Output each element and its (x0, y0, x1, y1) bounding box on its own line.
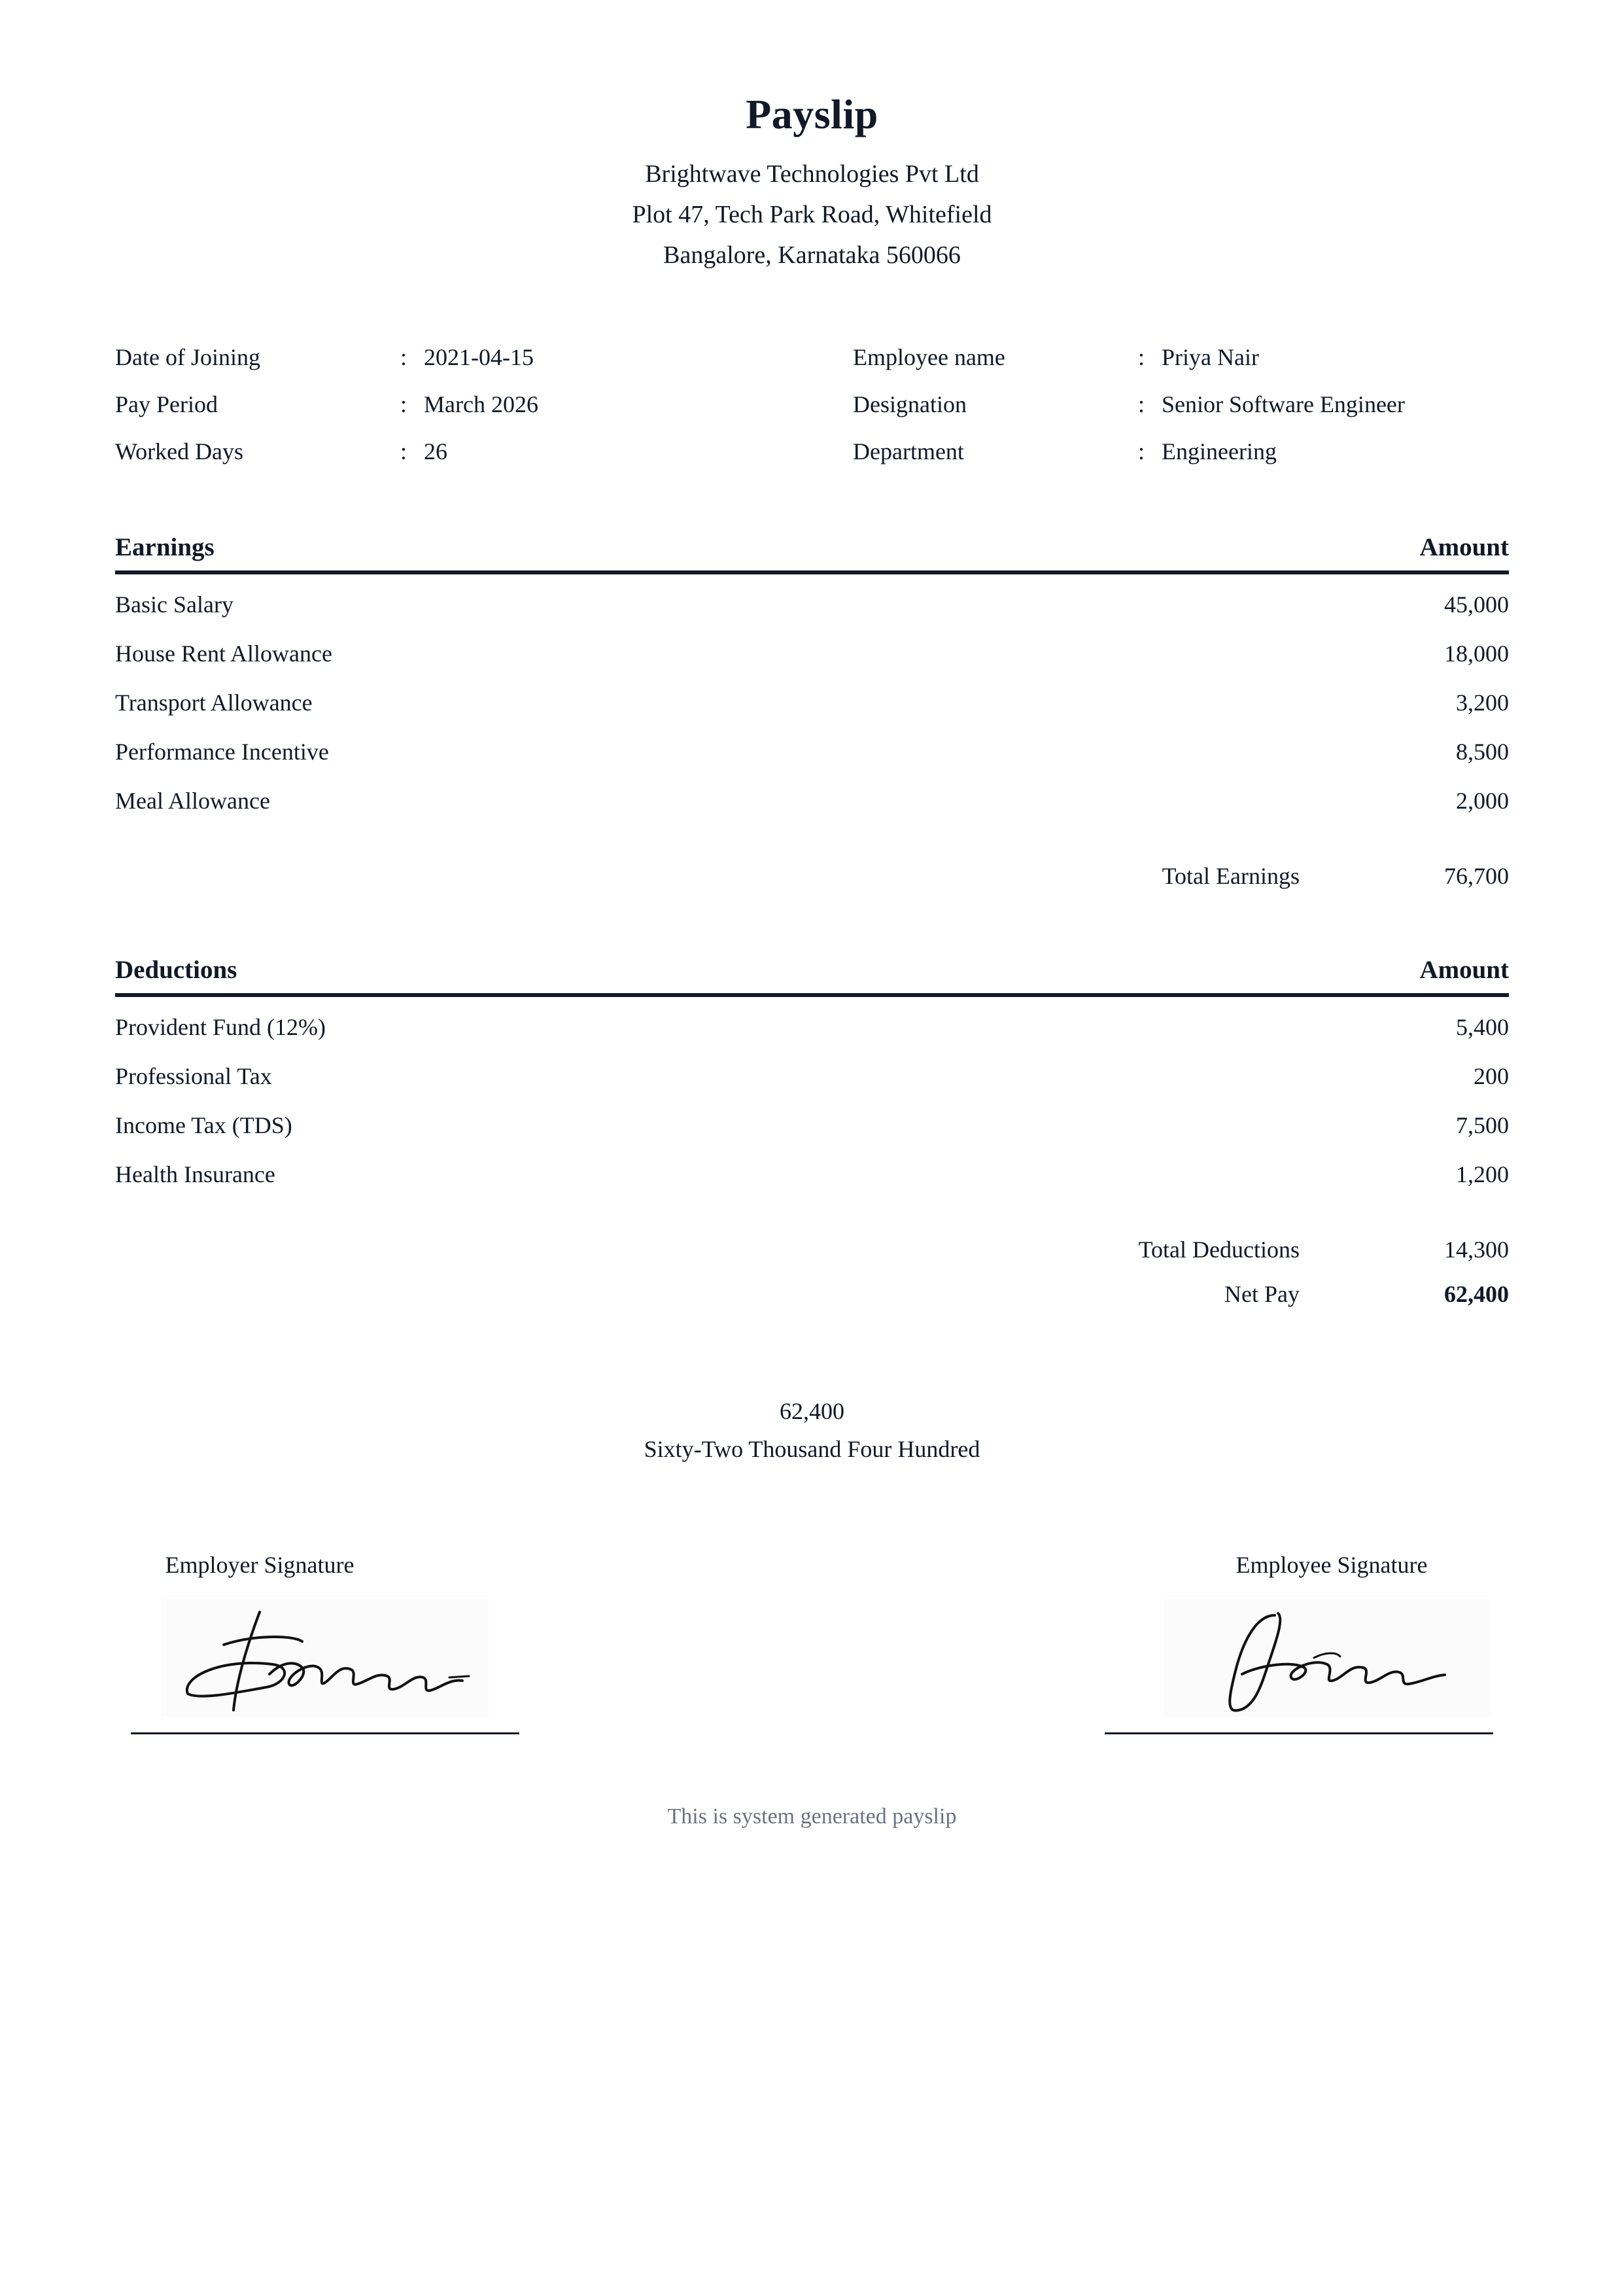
info-label: Pay Period (115, 391, 218, 417)
deductions-item-name: Provident Fund (12%) (115, 1014, 326, 1040)
earnings-row (115, 733, 1509, 782)
earnings-item-amount: 45,000 (1444, 591, 1509, 618)
employee-signature-line (1105, 1732, 1493, 1734)
earnings-item-amount: 18,000 (1444, 640, 1509, 667)
info-row-employee-name (853, 338, 1507, 385)
total-deductions-row (115, 1231, 1509, 1276)
earnings-item-name: House Rent Allowance (115, 640, 332, 667)
earnings-item-amount: 3,200 (1456, 690, 1509, 716)
info-row-worked-days (115, 432, 769, 479)
info-label: Designation (853, 391, 967, 417)
employee-info-left (115, 338, 769, 479)
earnings-item-amount: 8,500 (1456, 739, 1509, 765)
deductions-item-amount: 200 (1474, 1063, 1509, 1089)
total-deductions-amount: 14,300 (1444, 1236, 1509, 1263)
earnings-row (115, 782, 1509, 832)
info-label: Worked Days (115, 438, 244, 464)
earnings-row (115, 635, 1509, 684)
earnings-row (115, 586, 1509, 635)
deductions-row (115, 1058, 1509, 1107)
info-label: Date of Joining (115, 344, 260, 370)
employer-signature-block (131, 1545, 519, 1734)
net-pay-words-block (0, 1392, 1624, 1468)
info-value: 26 (424, 438, 447, 464)
deductions-heading: Deductions (115, 956, 237, 984)
deductions-item-name: Health Insurance (115, 1161, 275, 1187)
earnings-item-name: Meal Allowance (115, 788, 270, 814)
company-block (0, 154, 1624, 275)
info-separator: : (1138, 391, 1145, 417)
total-earnings-row (115, 858, 1509, 902)
earnings-heading: Earnings (115, 533, 215, 561)
info-separator: : (400, 438, 407, 464)
company-address-line2: Bangalore, Karnataka 560066 (663, 241, 961, 269)
info-row-pay-period (115, 385, 769, 432)
info-value: March 2026 (424, 391, 538, 417)
deductions-list (115, 997, 1509, 1205)
earnings-list (115, 574, 1509, 832)
info-separator: : (400, 344, 407, 370)
info-label: Department (853, 438, 964, 464)
info-separator: : (1138, 344, 1145, 370)
earnings-item-name: Performance Incentive (115, 739, 329, 765)
deductions-section (115, 953, 1509, 1320)
info-row-department (853, 432, 1507, 479)
deductions-item-name: Income Tax (TDS) (115, 1112, 292, 1138)
employer-signature-label: Employer Signature (165, 1552, 354, 1578)
earnings-header (115, 530, 1509, 574)
net-pay-amount: 62,400 (1444, 1281, 1509, 1307)
net-pay-label: Net Pay (1224, 1281, 1300, 1307)
earnings-row (115, 684, 1509, 733)
deductions-item-name: Professional Tax (115, 1063, 272, 1089)
net-pay-in-words: Sixty-Two Thousand Four Hundred (644, 1436, 980, 1462)
system-generated-note: This is system generated payslip (667, 1804, 957, 1829)
info-label: Employee name (853, 344, 1005, 370)
employee-signature-image (1164, 1599, 1491, 1717)
earnings-section (115, 530, 1509, 902)
deductions-row (115, 1009, 1509, 1058)
info-value: Senior Software Engineer (1162, 391, 1405, 417)
earnings-item-name: Basic Salary (115, 591, 233, 618)
total-deductions-label: Total Deductions (1138, 1236, 1300, 1263)
total-earnings-label: Total Earnings (1162, 863, 1300, 889)
net-pay-row (115, 1276, 1509, 1320)
deductions-row (115, 1156, 1509, 1205)
info-value: 2021-04-15 (424, 344, 534, 370)
deductions-item-amount: 1,200 (1456, 1161, 1509, 1187)
company-name: Brightwave Technologies Pvt Ltd (645, 160, 979, 188)
earnings-item-name: Transport Allowance (115, 690, 313, 716)
deductions-item-amount: 7,500 (1456, 1112, 1509, 1138)
page-title: Payslip (746, 91, 878, 137)
employee-signature-block (1105, 1545, 1493, 1734)
info-separator: : (400, 391, 407, 417)
employer-signature-line (131, 1732, 519, 1734)
info-value: Engineering (1162, 438, 1277, 464)
employee-info-right (853, 338, 1507, 479)
employer-signature-image (162, 1599, 489, 1717)
info-row-designation (853, 385, 1507, 432)
deductions-header (115, 953, 1509, 997)
info-value: Priya Nair (1162, 344, 1259, 370)
net-pay-figure: 62,400 (780, 1398, 844, 1424)
company-address-line1: Plot 47, Tech Park Road, Whitefield (632, 201, 992, 228)
info-separator: : (1138, 438, 1145, 464)
earnings-amount-heading: Amount (1419, 533, 1509, 561)
deductions-row (115, 1107, 1509, 1156)
deductions-item-amount: 5,400 (1456, 1014, 1509, 1040)
info-row-date-of-joining (115, 338, 769, 385)
earnings-item-amount: 2,000 (1456, 788, 1509, 814)
employee-signature-label: Employee Signature (1235, 1552, 1428, 1578)
deductions-amount-heading: Amount (1419, 956, 1509, 984)
total-earnings-amount: 76,700 (1444, 863, 1509, 889)
